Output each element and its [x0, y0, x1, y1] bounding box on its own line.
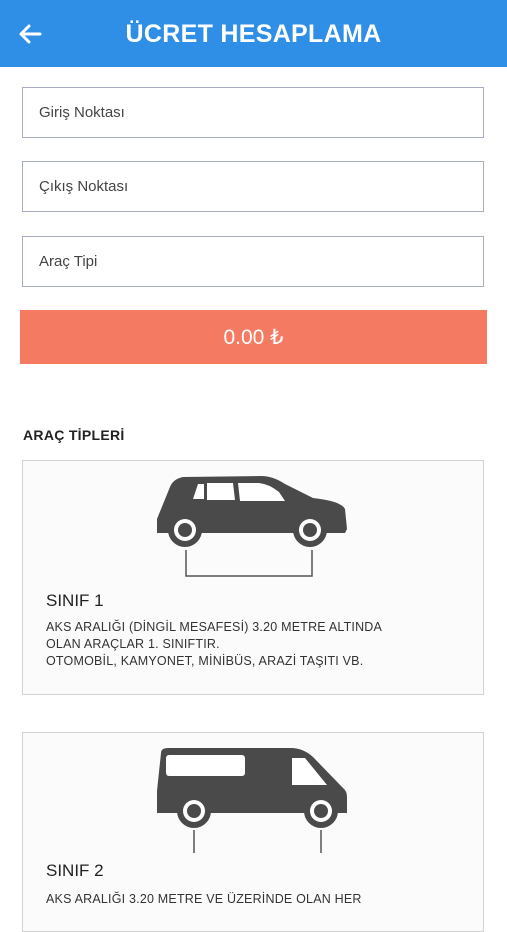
vehicle-type-card-2[interactable] [22, 732, 484, 932]
vehicle-class-description: AKS ARALIĞI 3.20 METRE VE ÜZERİNDE OLAN HER [46, 892, 362, 906]
exit-point-input[interactable] [23, 162, 483, 211]
page-title: ÜCRET HESAPLAMA [125, 20, 382, 48]
vehicle-class-label: SINIF 2 [46, 861, 104, 880]
vehicle-type-field[interactable] [22, 236, 484, 287]
entry-point-input[interactable] [23, 88, 483, 137]
entry-point-field[interactable] [22, 87, 484, 138]
vehicle-class-description: AKS ARALIĞI (DİNGİL MESAFESİ) 3.20 METRE ALTINDA OLAN ARAÇLAR 1. SINIFTIR. OTOMOBİL, KAMYONET, MİNİBÜS, ARAZİ TAŞITI VB. [46, 620, 383, 668]
app-bar [0, 0, 507, 67]
van-icon [23, 733, 485, 853]
vehicle-types-heading: ARAÇ TİPLERİ [23, 427, 125, 443]
vehicle-type-input[interactable] [23, 237, 483, 286]
vehicle-class-label: SINIF 1 [46, 591, 104, 610]
vehicle-type-card-1[interactable] [22, 460, 484, 695]
car-icon [23, 461, 485, 581]
price-button[interactable]: 0.00 ₺ [20, 310, 487, 364]
exit-point-field[interactable] [22, 161, 484, 212]
